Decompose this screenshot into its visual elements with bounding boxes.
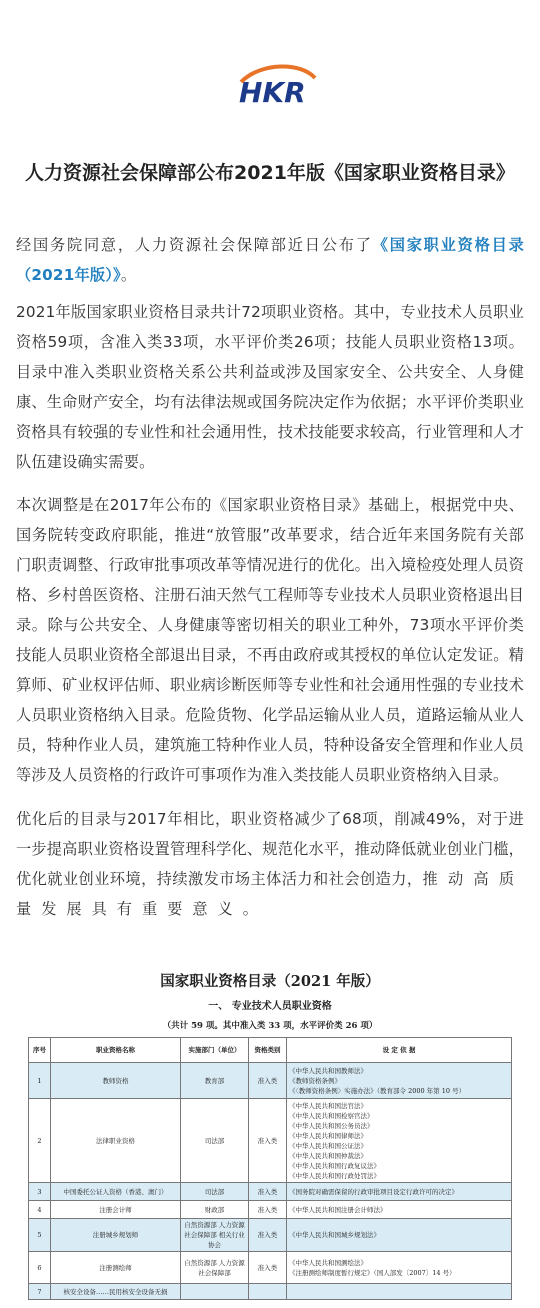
paragraph-intro: 经国务院同意，人力资源社会保障部近日公布了《国家职业资格目录（2021年版）》。 (16, 236, 524, 284)
table-row: 6 注册测绘师 自然资源部 人力资源社会保障部 准入类 《中华人民共和国测绘法》 《注册测绘师制度暂行规定》（国人部发〔2007〕14 号） (29, 1252, 512, 1284)
table-row: 5 注册城乡规划师 自然资源部 人力资源社会保障部 相关行业协会 准入类 《中华人民共和国城乡规划法》 (29, 1219, 512, 1252)
doc-title: 国家职业资格目录（2021 年版） (160, 973, 380, 990)
doc-section-title: 一、 专业技术人员职业资格 (208, 1001, 332, 1012)
article-title: 人力资源社会保障部公布2021年版《国家职业资格目录》 (25, 162, 515, 184)
svg-text:HKR: HKR (239, 76, 306, 109)
catalog-link[interactable]: 《国家职业资格目录（2021年版）》 (16, 236, 524, 284)
header-category: 资格类别 (249, 1038, 287, 1063)
catalog-table (28, 1037, 512, 1300)
catalog-document-image (20, 962, 520, 1308)
table-row: 1 教师资格 教育部 准入类 《中华人民共和国教师法》 《教师资格条例》 《〈教师资格条例〉实施办法》（教育部令 2000 年第 10 号） (29, 1063, 512, 1099)
table-row: 7 核安全设备……民用核安全设备无损 (29, 1284, 512, 1300)
doc-count-note: （共计 59 项。其中准入类 33 项，水平评价类 26 项） (162, 1021, 378, 1031)
header-no: 序号 (29, 1038, 51, 1063)
table-row: 3 中国委托公证人资格（香港、澳门） 司法部 准入类 《国务院对确需保留的行政审批项目设定行政许可的决定》 (29, 1183, 512, 1201)
header-name: 职业资格名称 (51, 1038, 181, 1063)
table-header-row (29, 1038, 512, 1063)
header-basis: 设 定 依 据 (287, 1038, 512, 1063)
conclusion-last-line: 推动高质量发展具有重要意义。 (16, 870, 525, 918)
hkr-logo-icon (231, 60, 321, 110)
paragraph-summary: 2021年版国家职业资格目录共计72项职业资格。其中，专业技术人员职业资格59项，含准入类33项，水平评价类26项；技能人员职业资格13项。目录中准入类职业资格关系公共利益或涉及国家安全、公共安全、人身健康、生命财产安全，均有法律法规或国务院决定作为依据；水平评价类职业资格具有较强的专业性和社会通用性，技术技能要求较高，行业管理和人才队伍建设确实需要。 (16, 303, 524, 471)
paragraph-adjustment: 本次调整是在2017年公布的《国家职业资格目录》基础上，根据党中央、国务院转变政府职能，推进“放管服”改革要求，结合近年来国务院有关部门职责调整、行政审批事项改革等情况进行的优化。出入境检疫处理人员资格、乡村兽医资格、注册石油天然气工程师等专业技术人员职业资格退出目录。除与公共安全、人身健康等密切相关的职业工种外，73项水平评价类技能人员职业资格全部退出目录，不再由政府或其授权的单位认定发证。精算师、矿业权评估师、职业病诊断医师等专业性和社会通用性强的专业技术人员职业资格纳入目录。危险货物、化学品运输从业人员，道路运输从业人员，特种作业人员，建筑施工特种作业人员，特种设备安全管理和作业人员等涉及人员资格的行政许可事项作为准入类技能人员职业资格纳入目录。 (16, 496, 524, 784)
table-row: 2 法律职业资格 司法部 准入类 《中华人民共和国法官法》 《中华人民共和国检察官法》 《中华人民共和国公务员法》 《中华人民共和国律师法》 《中华人民共和国公证法》 《中华人民共和国仲裁法》 《中华人民共和国行政复议法》 《中华人民共和国行政处罚法》 (29, 1099, 512, 1183)
paragraph-conclusion: 优化后的目录与2017年相比，职业资格减少了68项，削减49%，对于进一步提高职业资格设置管理科学化、规范化水平，推动降低就业创业门槛，优化就业创业环境，持续激发市场主体活力和社会创造力，推动高质量发展具有重要意义。 (16, 810, 525, 918)
table-row: 4 注册会计师 财政部 准入类 《中华人民共和国注册会计师法》 (29, 1201, 512, 1219)
header-dept: 实施部门（单位） (181, 1038, 249, 1063)
hkr-logo (231, 60, 321, 110)
